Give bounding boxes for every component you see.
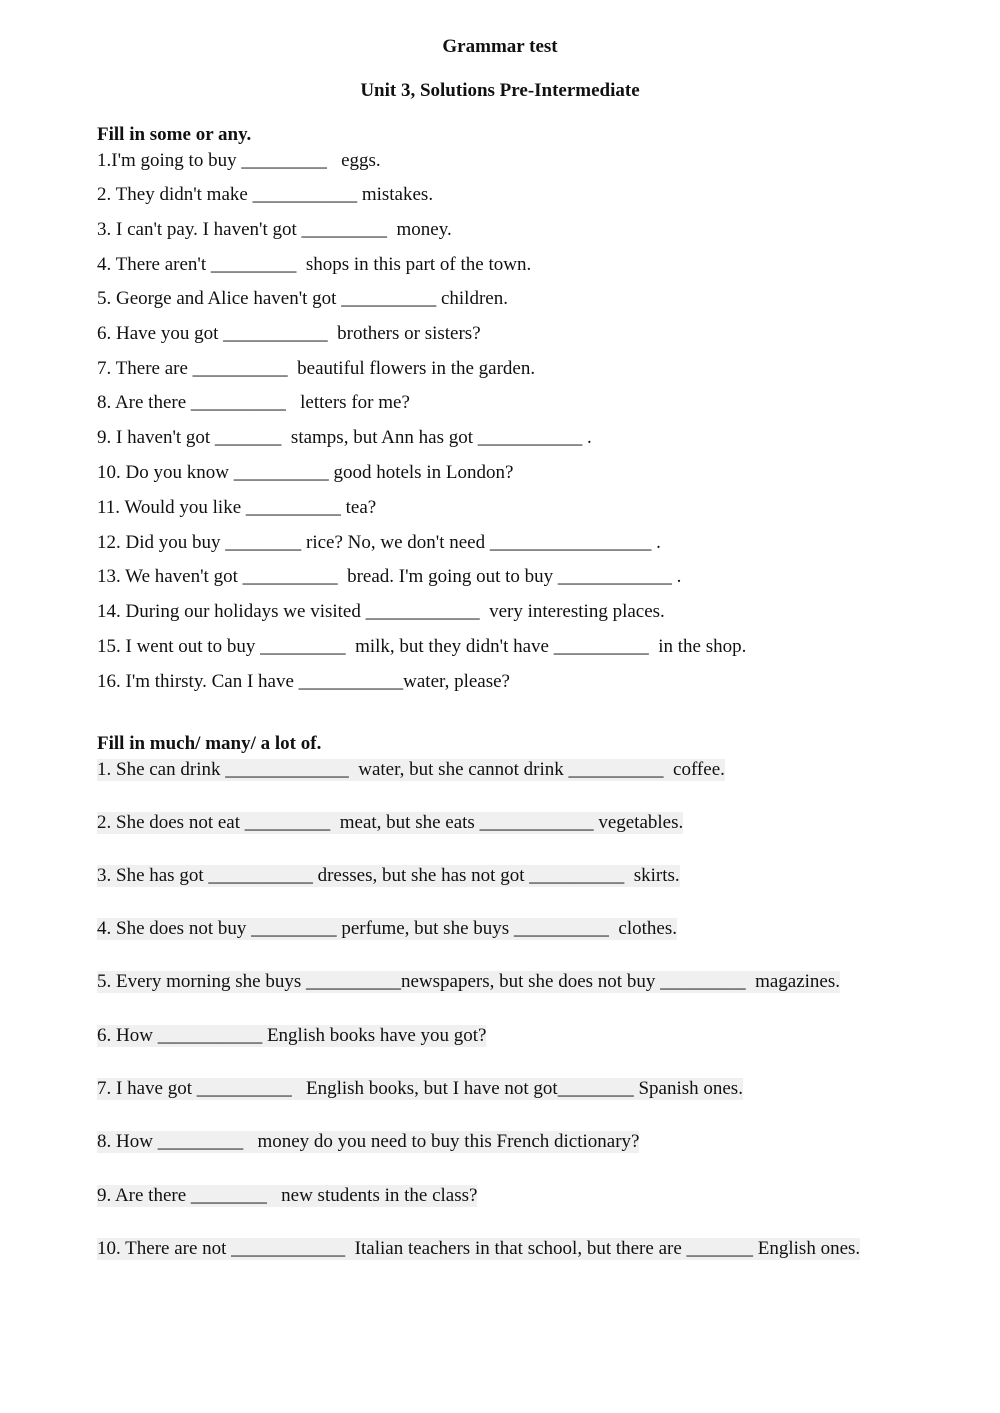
- exercise-item: 2. They didn't make ___________ mistakes.: [97, 184, 434, 205]
- exercise-item: 5. Every morning she buys __________newspapers, but she does not buy _________ magazines.: [97, 971, 841, 992]
- exercise-item: 16. I'm thirsty. Can I have ___________water, please?: [97, 671, 510, 692]
- exercise-item: 15. I went out to buy _________ milk, but they didn't have __________ in the shop.: [97, 636, 747, 657]
- section-heading-much-many: Fill in much/ many/ a lot of.: [97, 733, 322, 754]
- exercise-item: 3. She has got ___________ dresses, but she has not got __________ skirts.: [97, 865, 680, 886]
- page-subtitle: Unit 3, Solutions Pre-Intermediate: [360, 80, 640, 101]
- page-title: Grammar test: [442, 36, 558, 57]
- exercise-item: 1.I'm going to buy _________ eggs.: [97, 150, 381, 171]
- section-heading-some-any: Fill in some or any.: [97, 124, 252, 145]
- exercise-item: 5. George and Alice haven't got __________ children.: [97, 288, 508, 309]
- exercise-item: 7. I have got __________ English books, but I have not got________ Spanish ones.: [97, 1078, 743, 1099]
- exercise-item: 9. Are there ________ new students in the class?: [97, 1185, 478, 1206]
- exercise-item: 2. She does not eat _________ meat, but she eats ____________ vegetables.: [97, 812, 684, 833]
- exercise-item: 7. There are __________ beautiful flowers in the garden.: [97, 358, 536, 379]
- exercise-item: 9. I haven't got _______ stamps, but Ann has got ___________ .: [97, 427, 592, 448]
- exercise-item: 1. She can drink _____________ water, but she cannot drink __________ coffee.: [97, 759, 725, 780]
- exercise-item: 8. Are there __________ letters for me?: [97, 392, 410, 413]
- exercise-item: 12. Did you buy ________ rice? No, we don't need _________________ .: [97, 532, 661, 553]
- exercise-item: 11. Would you like __________ tea?: [97, 497, 377, 518]
- exercise-item: 10. Do you know __________ good hotels in London?: [97, 462, 514, 483]
- exercise-item: 10. There are not ____________ Italian teachers in that school, but there are _______ English ones.: [97, 1238, 861, 1259]
- exercise-item: 4. She does not buy _________ perfume, but she buys __________ clothes.: [97, 918, 677, 939]
- exercise-item: 3. I can't pay. I haven't got _________ money.: [97, 219, 452, 240]
- exercise-item: 4. There aren't _________ shops in this part of the town.: [97, 254, 532, 275]
- exercise-item: 6. Have you got ___________ brothers or sisters?: [97, 323, 481, 344]
- exercise-item: 6. How ___________ English books have you got?: [97, 1025, 487, 1046]
- exercise-item: 8. How _________ money do you need to buy this French dictionary?: [97, 1131, 640, 1152]
- exercise-item: 13. We haven't got __________ bread. I'm going out to buy ____________ .: [97, 566, 682, 587]
- exercise-item: 14. During our holidays we visited ____________ very interesting places.: [97, 601, 665, 622]
